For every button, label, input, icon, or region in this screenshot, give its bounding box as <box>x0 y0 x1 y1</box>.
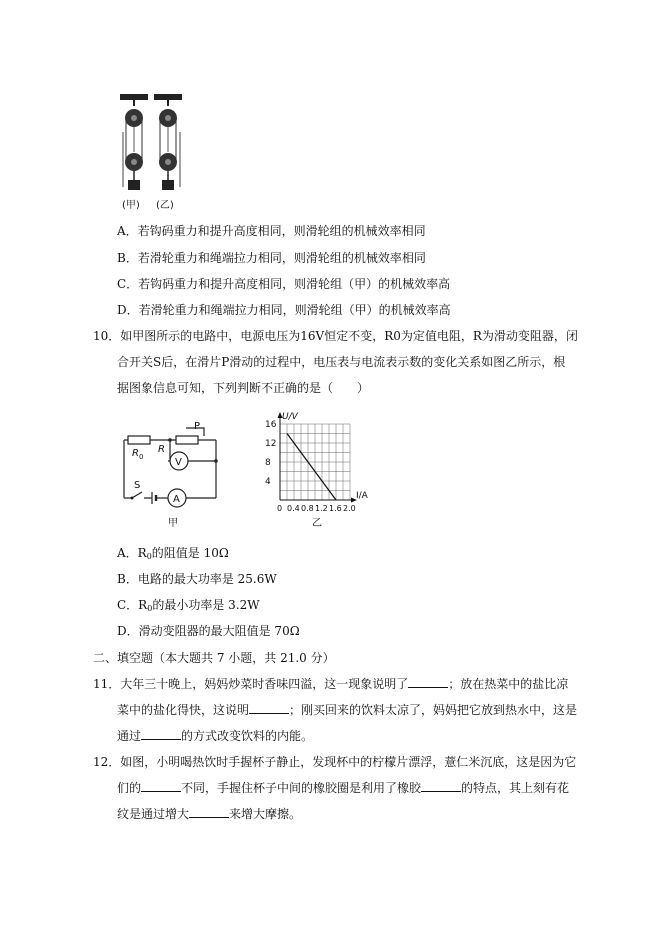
q10-option-a-post: 的阻值是 10Ω <box>151 546 229 560</box>
q9-option-b: B．若滑轮重力和绳端拉力相同，则滑轮组的机械效率相同 <box>117 251 426 265</box>
q9-option-a: A．若钩码重力和提升高度相同，则滑轮组的机械效率相同 <box>117 224 426 238</box>
q11-line-2 <box>117 702 577 718</box>
q12-text-3b: 来增大摩擦。 <box>229 807 302 821</box>
graph-ytick: 8 <box>265 458 271 468</box>
circuit-label-r0-sub: 0 <box>139 453 144 461</box>
graph-xtick: 0.8 <box>301 504 314 513</box>
graph-series-line <box>287 434 336 501</box>
graph-xlabel: I/A <box>356 491 368 501</box>
graph-ylabel: U/V <box>282 412 298 422</box>
q12-blank-3[interactable] <box>189 806 229 818</box>
q12-line-1: 12．如图，小明喝热饮时手握杯子静止，发现杯中的柠檬片漂浮，薏仁米沉底，这是因为它 <box>93 755 577 769</box>
q10-option-a-pre: A．R <box>117 546 147 560</box>
q11-text-1b: ；放在热菜中的盐比凉 <box>448 677 569 691</box>
q10-option-a-sub: 0 <box>146 552 152 561</box>
graph-caption: 乙 <box>312 518 322 529</box>
q10-line-2: 合开关S后，在滑片P滑动的过程中，电压表与电流表示数的变化关系如图乙所示，根 <box>117 355 566 369</box>
q10-option-d-pre: D．滑动变阻器的最大阻值是 70Ω <box>117 624 300 638</box>
q11-text-1a: 11．大年三十晚上，妈妈炒菜时香味四溢，这一现象说明了 <box>93 677 409 691</box>
q12-text-2c: 的特点，其上刻有花 <box>461 781 570 795</box>
graph-xtick: 0 <box>277 504 283 513</box>
circuit-label-r0: R <box>132 448 139 459</box>
q11-text-3a: 通过 <box>117 729 142 743</box>
pulley-label-a: (甲) <box>122 200 140 211</box>
q11-blank-1[interactable] <box>408 676 448 688</box>
graph-xtick: 1.2 <box>315 504 328 513</box>
q12-blank-1[interactable] <box>141 780 181 792</box>
q12-line-2 <box>117 780 569 796</box>
q10-option-c <box>117 597 260 617</box>
q10-option-c-sub: 0 <box>147 604 153 613</box>
q9-option-d: D．若滑轮重力和绳端拉力相同，则滑轮组（甲）的机械效率高 <box>117 303 451 317</box>
graph-ytick: 4 <box>265 477 271 487</box>
graph-ytick: 12 <box>265 439 277 449</box>
graph-ytick: 16 <box>265 420 277 430</box>
q10-option-c-pre: C．R <box>117 598 148 612</box>
circuit-label-r: R <box>158 444 165 455</box>
q10-option-d <box>117 623 300 639</box>
q12-line-3 <box>117 806 301 822</box>
q12-blank-2[interactable] <box>421 780 461 792</box>
q10-option-b <box>117 571 277 587</box>
ui-graph <box>262 410 392 532</box>
q11-line-1 <box>93 676 568 692</box>
circuit-diagram <box>114 418 230 530</box>
q10-line-3: 据图象信息可知，下列判断不正确的是（ ） <box>117 381 370 395</box>
q12-text-3a: 纹是通过增大 <box>117 807 190 821</box>
q9-option-c: C．若钩码重力和提升高度相同，则滑轮组（甲）的机械效率高 <box>117 277 451 291</box>
pulley-figure <box>118 92 186 212</box>
q10-option-b-pre: B．电路的最大功率是 25.6W <box>117 572 277 586</box>
circuit-caption: 甲 <box>168 518 178 529</box>
circuit-label-s: S <box>134 480 141 491</box>
q10-line-1: 10．如甲图所示的电路中，电源电压为16V恒定不变，R0为定值电阻，R为滑动变阻器，闭 <box>93 329 578 343</box>
pulley-label-b: (乙) <box>156 200 174 211</box>
circuit-label-v: V <box>175 457 182 468</box>
q12-text-2a: 们的 <box>117 781 142 795</box>
q11-text-2b: ；刚买回来的饮料太凉了，妈妈把它放到热水中，这是 <box>289 703 578 717</box>
section-heading: 二、填空题（本大题共 7 小题，共 21.0 分） <box>93 651 335 665</box>
q11-text-3b: 的方式改变饮料的内能。 <box>181 729 314 743</box>
q11-blank-2[interactable] <box>249 702 289 714</box>
q11-line-3 <box>117 728 313 744</box>
graph-xtick: 1.6 <box>329 504 342 513</box>
q11-text-2a: 菜中的盐化得快，这说明 <box>117 703 250 717</box>
q10-option-c-post: 的最小功率是 3.2W <box>152 598 260 612</box>
circuit-label-p: P <box>194 421 201 432</box>
graph-xtick: 2.0 <box>343 504 356 513</box>
q12-text-2b: 不同，手握住杯子中间的橡胶圈是利用了橡胶 <box>181 781 422 795</box>
q11-blank-3[interactable] <box>141 728 181 740</box>
circuit-label-a: A <box>173 494 180 505</box>
graph-xtick: 0.4 <box>287 504 300 513</box>
q10-option-a <box>117 545 229 565</box>
